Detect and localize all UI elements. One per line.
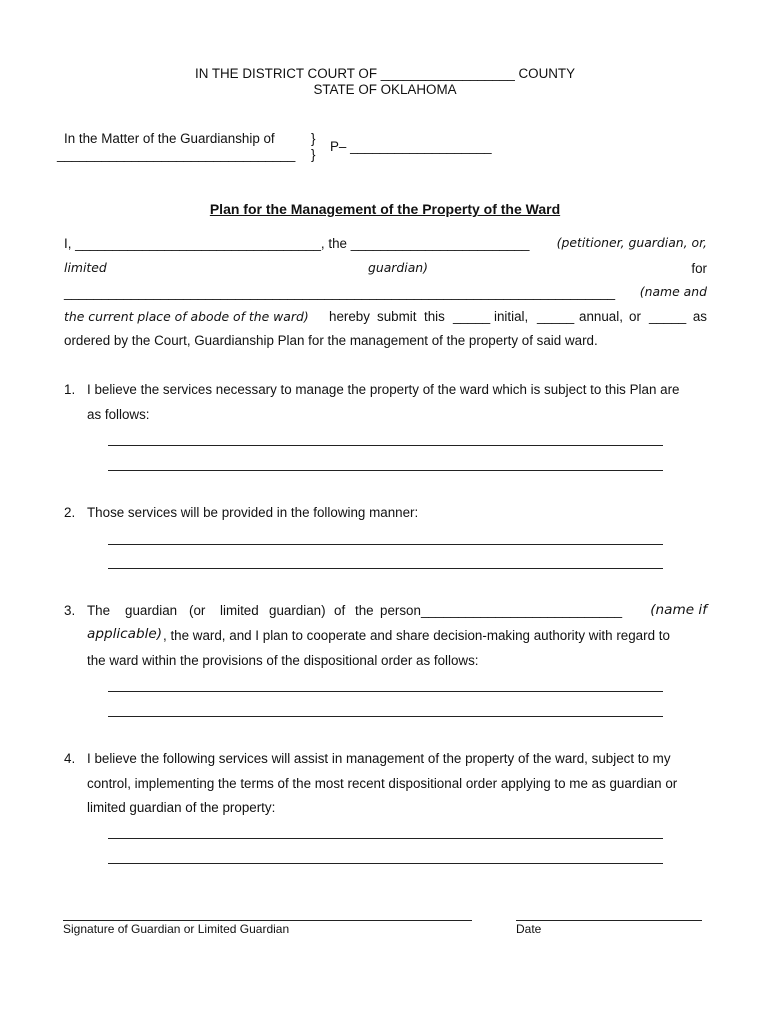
item-3-word: The	[87, 603, 111, 618]
applicable-text: applicable)	[87, 626, 163, 642]
annual-blank[interactable]: _____	[537, 309, 575, 324]
item-2-number: 2.	[64, 505, 76, 520]
intro-word-as: as	[692, 309, 707, 324]
signature-label: Signature of Guardian or Limited Guardian	[63, 922, 290, 936]
signature-line[interactable]	[63, 920, 472, 921]
case-number-field[interactable]: P– ___________________	[330, 139, 492, 154]
for-text: for	[691, 261, 707, 276]
initial-blank[interactable]: _____	[453, 309, 491, 324]
date-label: Date	[516, 922, 542, 936]
item-3-line-2: , the ward, and I plan to cooperate and share decision-making authority with regard to	[163, 628, 670, 643]
petitioner-name-line[interactable]: I, _________________________________, the ________________________	[64, 236, 530, 251]
person-name-blank[interactable]: person___________________________	[380, 603, 623, 618]
court-header-line: IN THE DISTRICT COURT OF __________________ COUNTY	[194, 66, 576, 81]
state-header-line: STATE OF OKLAHOMA	[313, 82, 457, 97]
limited-text: limited	[64, 260, 107, 275]
item-3-answer-line-1[interactable]	[108, 691, 663, 692]
item-3-word: guardian	[125, 603, 178, 618]
item-4-number: 4.	[64, 751, 76, 766]
item-2-answer-line-1[interactable]	[108, 544, 663, 545]
document-title: Plan for the Management of the Property of the Ward	[209, 201, 561, 217]
intro-line-5: ordered by the Court, Guardianship Plan for the management of the property of said ward.	[64, 333, 598, 348]
date-line[interactable]	[516, 920, 702, 921]
item-3-answer-line-2[interactable]	[108, 716, 663, 717]
item-3-word: of	[334, 603, 346, 618]
intro-word-or: or	[629, 309, 641, 324]
as-blank[interactable]: _____	[649, 309, 687, 324]
item-1-number: 1.	[64, 382, 76, 397]
ward-name-abode-blank[interactable]: __________________________________________________________________________	[64, 285, 616, 300]
guardianship-matter-label: In the Matter of the Guardianship of	[64, 131, 275, 146]
intro-word-annual: annual,	[579, 309, 623, 324]
item-1-answer-line-1[interactable]	[108, 445, 663, 446]
intro-word-this: this	[424, 309, 445, 324]
item-3-number: 3.	[64, 603, 76, 618]
item-1-line-1: I believe the services necessary to manage the property of the ward which is subject to this Plan are	[87, 382, 680, 397]
caption-brace-top: }	[311, 131, 316, 146]
name-if-text: (name if	[650, 602, 707, 618]
item-4-answer-line-1[interactable]	[108, 838, 663, 839]
ward-name-blank[interactable]: ________________________________	[57, 147, 296, 162]
petitioner-role-text: (petitioner, guardian, or,	[556, 235, 707, 250]
intro-word-initial: initial,	[494, 309, 529, 324]
item-3-word: limited	[220, 603, 259, 618]
item-4-line-1: I believe the following services will assist in management of the property of the ward, subject to my	[87, 751, 671, 766]
guardian-text: guardian)	[368, 260, 428, 275]
item-1-answer-line-2[interactable]	[108, 470, 663, 471]
item-2-answer-line-2[interactable]	[108, 568, 663, 569]
caption-brace-bottom: }	[311, 147, 316, 162]
item-2-line-1: Those services will be provided in the following manner:	[87, 505, 419, 520]
name-and-text: (name and	[639, 284, 707, 299]
item-1-line-2: as follows:	[87, 407, 150, 422]
item-4-line-2: control, implementing the terms of the most recent dispositional order applying to me as guardian or	[87, 776, 678, 791]
item-4-answer-line-2[interactable]	[108, 863, 663, 864]
item-3-line-3: the ward within the provisions of the dispositional order as follows:	[87, 653, 479, 668]
item-3-word: guardian)	[269, 603, 326, 618]
abode-text: the current place of abode of the ward)	[64, 309, 309, 324]
item-3-word: (or	[189, 603, 206, 618]
intro-word-submit: submit	[377, 309, 417, 324]
item-4-line-3: limited guardian of the property:	[87, 800, 276, 815]
intro-word-hereby: hereby	[329, 309, 370, 324]
item-3-word: the	[355, 603, 374, 618]
